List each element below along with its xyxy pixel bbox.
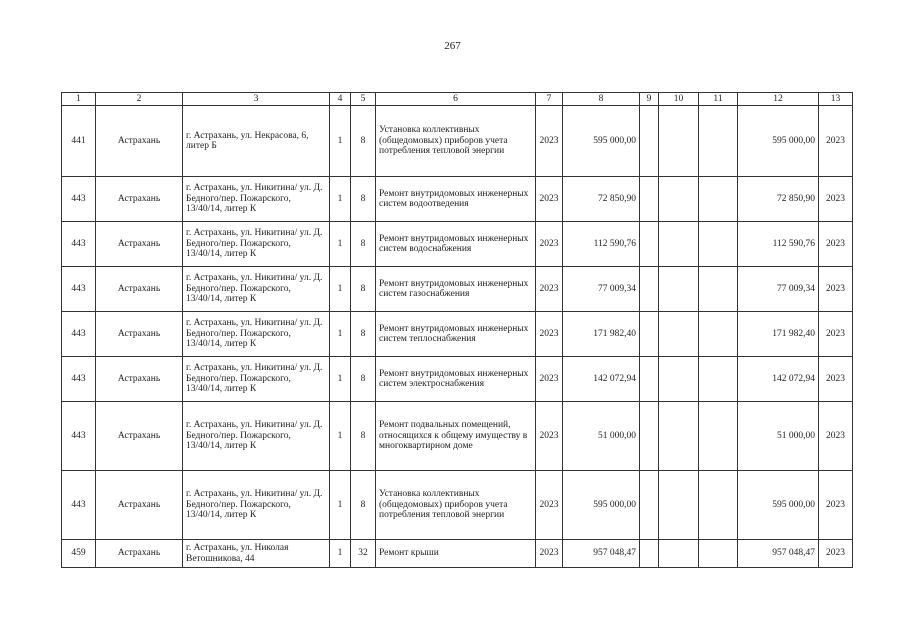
- municipality-cell: Астрахань: [96, 540, 183, 568]
- col11-cell: [699, 471, 738, 540]
- year-end-cell: 2023: [819, 222, 853, 267]
- municipality-cell: Астрахань: [96, 312, 183, 357]
- year-end-cell: 2023: [819, 267, 853, 312]
- column-header: 8: [563, 93, 640, 106]
- municipality-cell: Астрахань: [96, 471, 183, 540]
- col4-cell: 1: [330, 177, 351, 222]
- total-cell: 112 590,76: [738, 222, 819, 267]
- col11-cell: [699, 222, 738, 267]
- col9-cell: [640, 540, 659, 568]
- column-header: 6: [376, 93, 536, 106]
- year-cell: 2023: [536, 357, 563, 402]
- col10-cell: [659, 471, 699, 540]
- row-number-cell: 459: [62, 540, 96, 568]
- col10-cell: [659, 540, 699, 568]
- cost-cell: 171 982,40: [563, 312, 640, 357]
- col10-cell: [659, 222, 699, 267]
- table-row: [62, 312, 853, 357]
- col9-cell: [640, 357, 659, 402]
- col9-cell: [640, 222, 659, 267]
- cost-cell: 72 850,90: [563, 177, 640, 222]
- total-cell: 77 009,34: [738, 267, 819, 312]
- address-cell: г. Астрахань, ул. Никитина/ ул. Д. Бедного/пер. Пожарского, 13/40/14, литер К: [183, 357, 330, 402]
- year-cell: 2023: [536, 106, 563, 177]
- col4-cell: 1: [330, 357, 351, 402]
- municipality-cell: Астрахань: [96, 222, 183, 267]
- col11-cell: [699, 357, 738, 402]
- total-cell: 51 000,00: [738, 402, 819, 471]
- col4-cell: 1: [330, 312, 351, 357]
- year-end-cell: 2023: [819, 312, 853, 357]
- col9-cell: [640, 312, 659, 357]
- address-cell: г. Астрахань, ул. Никитина/ ул. Д. Бедного/пер. Пожарского, 13/40/14, литер К: [183, 177, 330, 222]
- col11-cell: [699, 267, 738, 312]
- address-cell: г. Астрахань, ул. Никитина/ ул. Д. Бедного/пер. Пожарского, 13/40/14, литер К: [183, 312, 330, 357]
- work-type-cell: Ремонт внутридомовых инженерных систем теплоснабжения: [376, 312, 536, 357]
- col10-cell: [659, 357, 699, 402]
- row-number-cell: 443: [62, 177, 96, 222]
- cost-cell: 142 072,94: [563, 357, 640, 402]
- row-number-cell: 441: [62, 106, 96, 177]
- col10-cell: [659, 106, 699, 177]
- col4-cell: 1: [330, 471, 351, 540]
- cost-cell: 595 000,00: [563, 471, 640, 540]
- column-header: 3: [183, 93, 330, 106]
- year-cell: 2023: [536, 402, 563, 471]
- row-number-cell: 443: [62, 402, 96, 471]
- work-type-cell: Ремонт крыши: [376, 540, 536, 568]
- year-cell: 2023: [536, 177, 563, 222]
- row-number-cell: 443: [62, 357, 96, 402]
- column-header: 7: [536, 93, 563, 106]
- work-type-cell: Ремонт внутридомовых инженерных систем электроснабжения: [376, 357, 536, 402]
- col9-cell: [640, 106, 659, 177]
- col10-cell: [659, 177, 699, 222]
- work-type-cell: Ремонт подвальных помещений, относящихся к общему имуществу в многоквартирном доме: [376, 402, 536, 471]
- col9-cell: [640, 471, 659, 540]
- row-number-cell: 443: [62, 267, 96, 312]
- row-number-cell: 443: [62, 222, 96, 267]
- work-type-cell: Установка коллективных (общедомовых) приборов учета потребления тепловой энергии: [376, 106, 536, 177]
- address-cell: г. Астрахань, ул. Никитина/ ул. Д. Бедного/пер. Пожарского, 13/40/14, литер К: [183, 471, 330, 540]
- column-header: 2: [96, 93, 183, 106]
- table-row: [62, 402, 853, 471]
- col10-cell: [659, 312, 699, 357]
- col5-cell: 8: [351, 471, 376, 540]
- year-end-cell: 2023: [819, 357, 853, 402]
- col5-cell: 8: [351, 222, 376, 267]
- year-end-cell: 2023: [819, 540, 853, 568]
- col9-cell: [640, 177, 659, 222]
- year-cell: 2023: [536, 471, 563, 540]
- table-row: [62, 357, 853, 402]
- col4-cell: 1: [330, 540, 351, 568]
- col9-cell: [640, 402, 659, 471]
- col5-cell: 8: [351, 402, 376, 471]
- work-type-cell: Ремонт внутридомовых инженерных систем водоотведения: [376, 177, 536, 222]
- year-end-cell: 2023: [819, 402, 853, 471]
- municipality-cell: Астрахань: [96, 402, 183, 471]
- municipality-cell: Астрахань: [96, 267, 183, 312]
- year-cell: 2023: [536, 312, 563, 357]
- table-row: [62, 177, 853, 222]
- column-header: 13: [819, 93, 853, 106]
- cost-cell: 957 048,47: [563, 540, 640, 568]
- col11-cell: [699, 106, 738, 177]
- col11-cell: [699, 312, 738, 357]
- column-header: 5: [351, 93, 376, 106]
- col4-cell: 1: [330, 222, 351, 267]
- cost-cell: 51 000,00: [563, 402, 640, 471]
- total-cell: 595 000,00: [738, 471, 819, 540]
- year-cell: 2023: [536, 222, 563, 267]
- total-cell: 142 072,94: [738, 357, 819, 402]
- col9-cell: [640, 267, 659, 312]
- page-number: 267: [444, 40, 461, 52]
- table-row: [62, 267, 853, 312]
- municipality-cell: Астрахань: [96, 357, 183, 402]
- col4-cell: 1: [330, 402, 351, 471]
- cost-cell: 112 590,76: [563, 222, 640, 267]
- col10-cell: [659, 402, 699, 471]
- total-cell: 171 982,40: [738, 312, 819, 357]
- row-number-cell: 443: [62, 471, 96, 540]
- column-header: 1: [62, 93, 96, 106]
- col5-cell: 8: [351, 106, 376, 177]
- work-type-cell: Ремонт внутридомовых инженерных систем водоснабжения: [376, 222, 536, 267]
- col4-cell: 1: [330, 106, 351, 177]
- year-cell: 2023: [536, 540, 563, 568]
- column-header: 12: [738, 93, 819, 106]
- cost-cell: 77 009,34: [563, 267, 640, 312]
- address-cell: г. Астрахань, ул. Некрасова, 6, литер Б: [183, 106, 330, 177]
- address-cell: г. Астрахань, ул. Никитина/ ул. Д. Бедного/пер. Пожарского, 13/40/14, литер К: [183, 267, 330, 312]
- table-row: [62, 106, 853, 177]
- year-end-cell: 2023: [819, 177, 853, 222]
- table-row: [62, 222, 853, 267]
- header-row: [62, 93, 853, 106]
- col11-cell: [699, 402, 738, 471]
- table-row: [62, 540, 853, 568]
- address-cell: г. Астрахань, ул. Никитина/ ул. Д. Бедного/пер. Пожарского, 13/40/14, литер К: [183, 402, 330, 471]
- municipality-cell: Астрахань: [96, 106, 183, 177]
- col5-cell: 8: [351, 312, 376, 357]
- column-header: 9: [640, 93, 659, 106]
- col4-cell: 1: [330, 267, 351, 312]
- total-cell: 72 850,90: [738, 177, 819, 222]
- year-end-cell: 2023: [819, 106, 853, 177]
- col10-cell: [659, 267, 699, 312]
- column-header: 10: [659, 93, 699, 106]
- year-cell: 2023: [536, 267, 563, 312]
- address-cell: г. Астрахань, ул. Николая Ветошникова, 44: [183, 540, 330, 568]
- table-row: [62, 471, 853, 540]
- total-cell: 957 048,47: [738, 540, 819, 568]
- col5-cell: 32: [351, 540, 376, 568]
- row-number-cell: 443: [62, 312, 96, 357]
- col5-cell: 8: [351, 267, 376, 312]
- address-cell: г. Астрахань, ул. Никитина/ ул. Д. Бедного/пер. Пожарского, 13/40/14, литер К: [183, 222, 330, 267]
- col11-cell: [699, 177, 738, 222]
- column-header: 11: [699, 93, 738, 106]
- column-header: 4: [330, 93, 351, 106]
- municipality-cell: Астрахань: [96, 177, 183, 222]
- work-type-cell: Ремонт внутридомовых инженерных систем газоснабжения: [376, 267, 536, 312]
- cost-cell: 595 000,00: [563, 106, 640, 177]
- work-type-cell: Установка коллективных (общедомовых) приборов учета потребления тепловой энергии: [376, 471, 536, 540]
- year-end-cell: 2023: [819, 471, 853, 540]
- repair-schedule-table: [61, 92, 853, 568]
- total-cell: 595 000,00: [738, 106, 819, 177]
- col5-cell: 8: [351, 177, 376, 222]
- col5-cell: 8: [351, 357, 376, 402]
- col11-cell: [699, 540, 738, 568]
